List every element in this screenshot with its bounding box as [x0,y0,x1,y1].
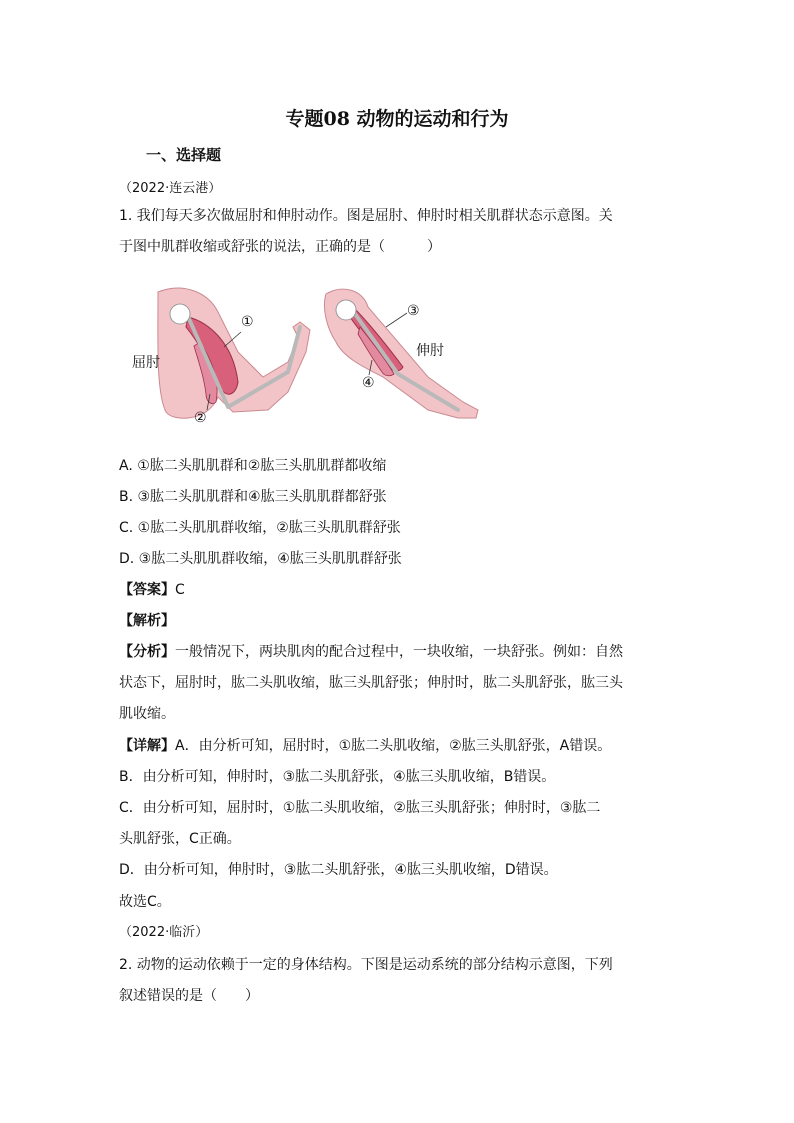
fenxi-tag: 【分析】 [119,644,175,660]
q2-source: （2022·临沂） [119,925,209,940]
fenxi-line2: 状态下，屈肘时，肱二头肌收缩，肱三头肌舒张；伸肘时，肱二头肌舒张，肱三头 [119,675,623,691]
detail-line1 [119,736,611,756]
analysis-tag: 【解析】 [119,613,175,629]
q1-stem-line1: 1. 我们每天多次做屈肘和伸肘动作。图是屈肘、伸肘时相关肌群状态示意图。关 [119,208,613,224]
answer-tag: 【答案】 [119,582,175,598]
marker-3: ③ [407,303,420,319]
detail-tag: 【详解】 [119,738,175,754]
detail-line5: D．由分析可知，伸肘时，③肱二头肌舒张，④肱三头肌收缩，D错误。 [119,862,558,878]
detail-text1: A．由分析可知，屈肘时，①肱二头肌收缩，②肱三头肌舒张，A错误。 [175,738,612,754]
detail-line4: 头肌舒张，C正确。 [119,831,241,847]
marker-2: ② [194,410,207,426]
fenxi-line1 [119,642,623,662]
answer-value: C [175,582,185,598]
fenxi-line3: 肌收缩。 [119,706,175,722]
q2-stem-line2: 叙述错误的是（ ） [119,988,259,1004]
q1-option-b: B. ③肱二头肌肌群和④肱三头肌肌群都舒张 [119,489,387,505]
q1-option-d: D. ③肱二头肌肌群收缩，④肱三头肌肌群舒张 [119,551,402,567]
q1-stem-line2: 于图中肌群收缩或舒张的说法，正确的是（ ） [119,239,441,255]
detail-line3: C．由分析可知，屈肘时，①肱二头肌收缩，②肱三头肌舒张；伸肘时，③肱二 [119,800,601,816]
section-heading: 一、选择题 [146,146,222,164]
detail-line2: B．由分析可知，伸肘时，③肱二头肌舒张，④肱三头肌收缩，B错误。 [119,769,556,785]
q1-source: （2022·连云港） [119,181,222,196]
marker-1: ① [241,314,254,330]
fenxi-text1: 一般情况下，两块肌肉的配合过程中，一块收缩，一块舒张。例如：自然 [175,644,623,660]
q1-option-a: A. ①肱二头肌肌群和②肱三头肌肌群都收缩 [119,458,387,474]
label-extend-elbow: 伸肘 [416,343,444,359]
page-title: 专题08 动物的运动和行为 [285,108,509,130]
q2-stem-line1: 2. 动物的运动依赖于一定的身体结构。下图是运动系统的部分结构示意图，下列 [119,957,613,973]
marker-4: ④ [362,375,375,391]
q1-option-c: C. ①肱二头肌肌群收缩，②肱三头肌肌群舒张 [119,520,401,536]
label-flex-elbow: 屈肘 [132,355,160,371]
q1-answer-line [119,580,185,600]
arm-muscle-figure [128,282,488,430]
detail-line6: 故选C。 [119,894,171,910]
